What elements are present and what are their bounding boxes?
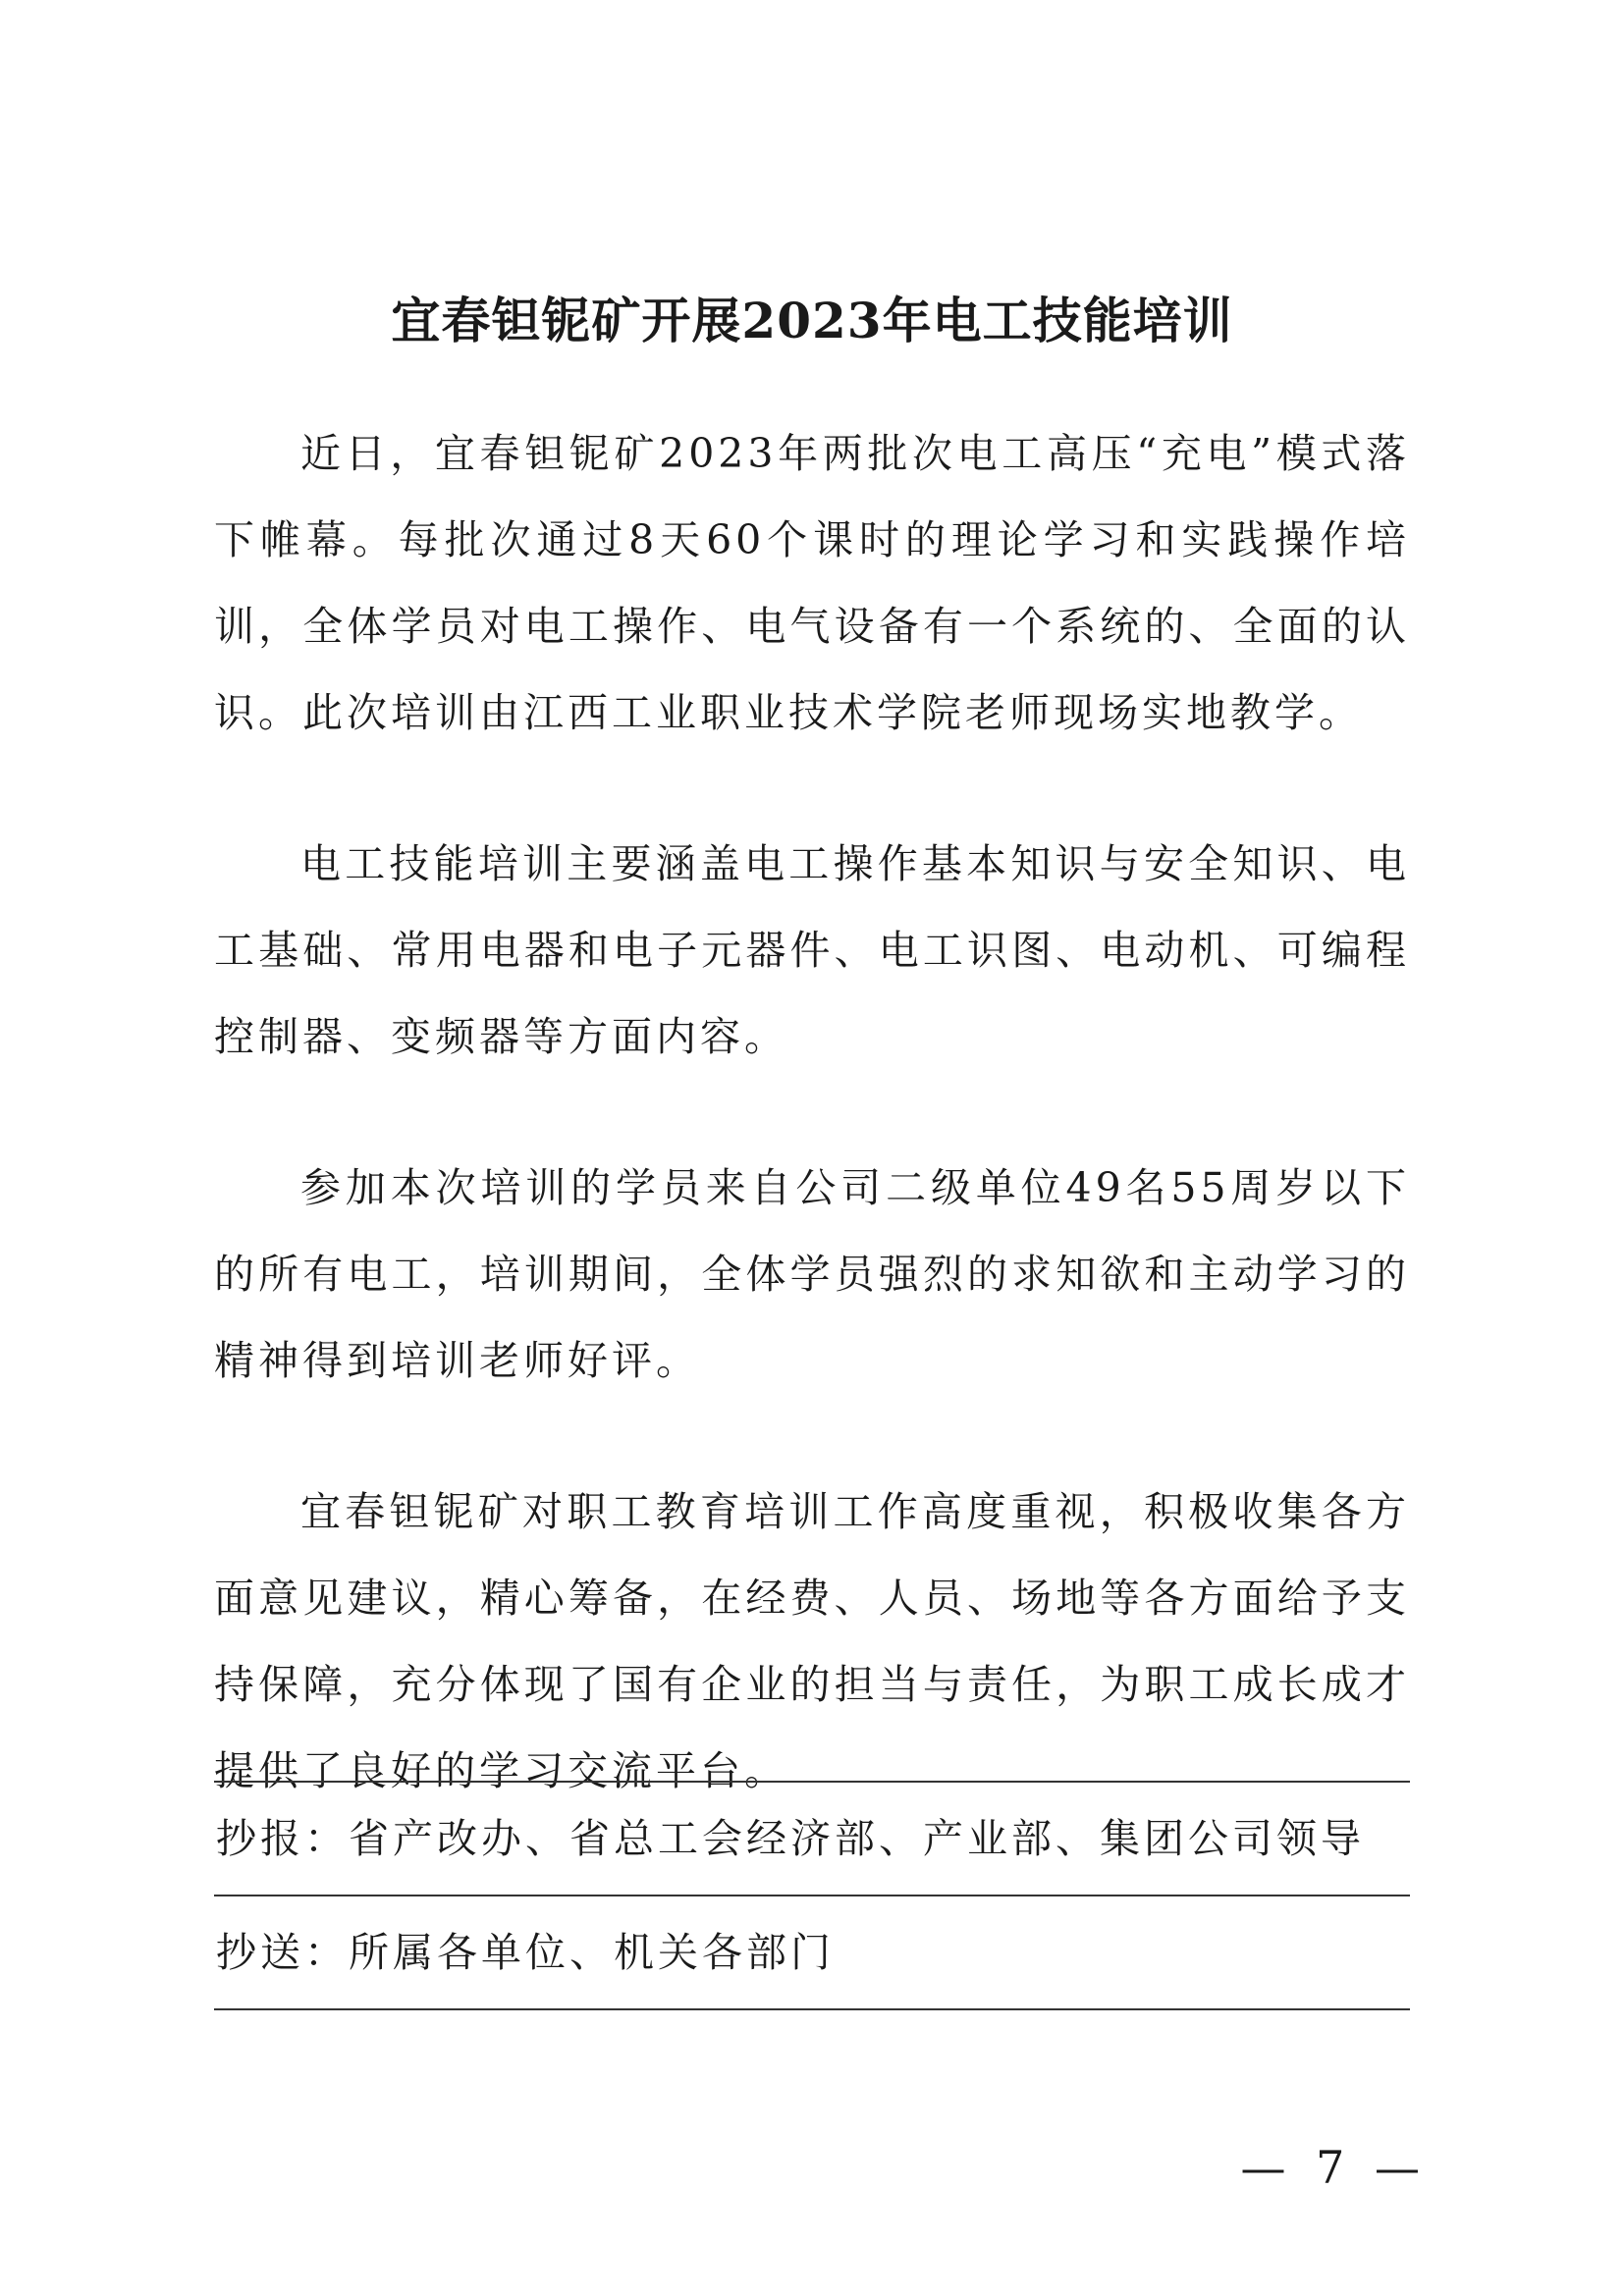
paragraph-3: 参加本次培训的学员来自公司二级单位49名55周岁以下的所有电工，培训期间，全体学员强烈的求知欲和主动学习的精神得到培训老师好评。 [214,1164,1410,1384]
paragraph-2: 电工技能培训主要涵盖电工操作基本知识与安全知识、电工基础、常用电器和电子元器件、电工识图、电动机、可编程控制器、变频器等方面内容。 [214,840,1410,1060]
distribution-block [214,1781,1410,2010]
divider-bottom [214,2008,1410,2010]
page-number: — 7 — [1240,2141,1428,2194]
copy-to-line: 抄送：所属各单位、机关各部门 [216,1929,835,1976]
paragraph-4: 宜春钽铌矿对职工教育培训工作高度重视，积极收集各方面意见建议，精心筹备，在经费、人员、场地等各方面给予支持保障，充分体现了国有企业的担当与责任，为职工成长成才提供了良好的学习交流平台。 [214,1488,1410,1794]
report-to-line: 抄报：省产改办、省总工会经济部、产业部、集团公司领导 [216,1815,1365,1862]
document-body [214,410,1410,1879]
paragraph-1: 近日，宜春钽铌矿2023年两批次电工高压“充电”模式落下帷幕。每批次通过8天60个课时的理论学习和实践操作培训，全体学员对电工操作、电气设备有一个系统的、全面的认识。此次培训由江西工业职业技术学院老师现场实地教学。 [214,430,1410,736]
document-title: 宜春钽铌矿开展2023年电工技能培训 [391,292,1233,349]
